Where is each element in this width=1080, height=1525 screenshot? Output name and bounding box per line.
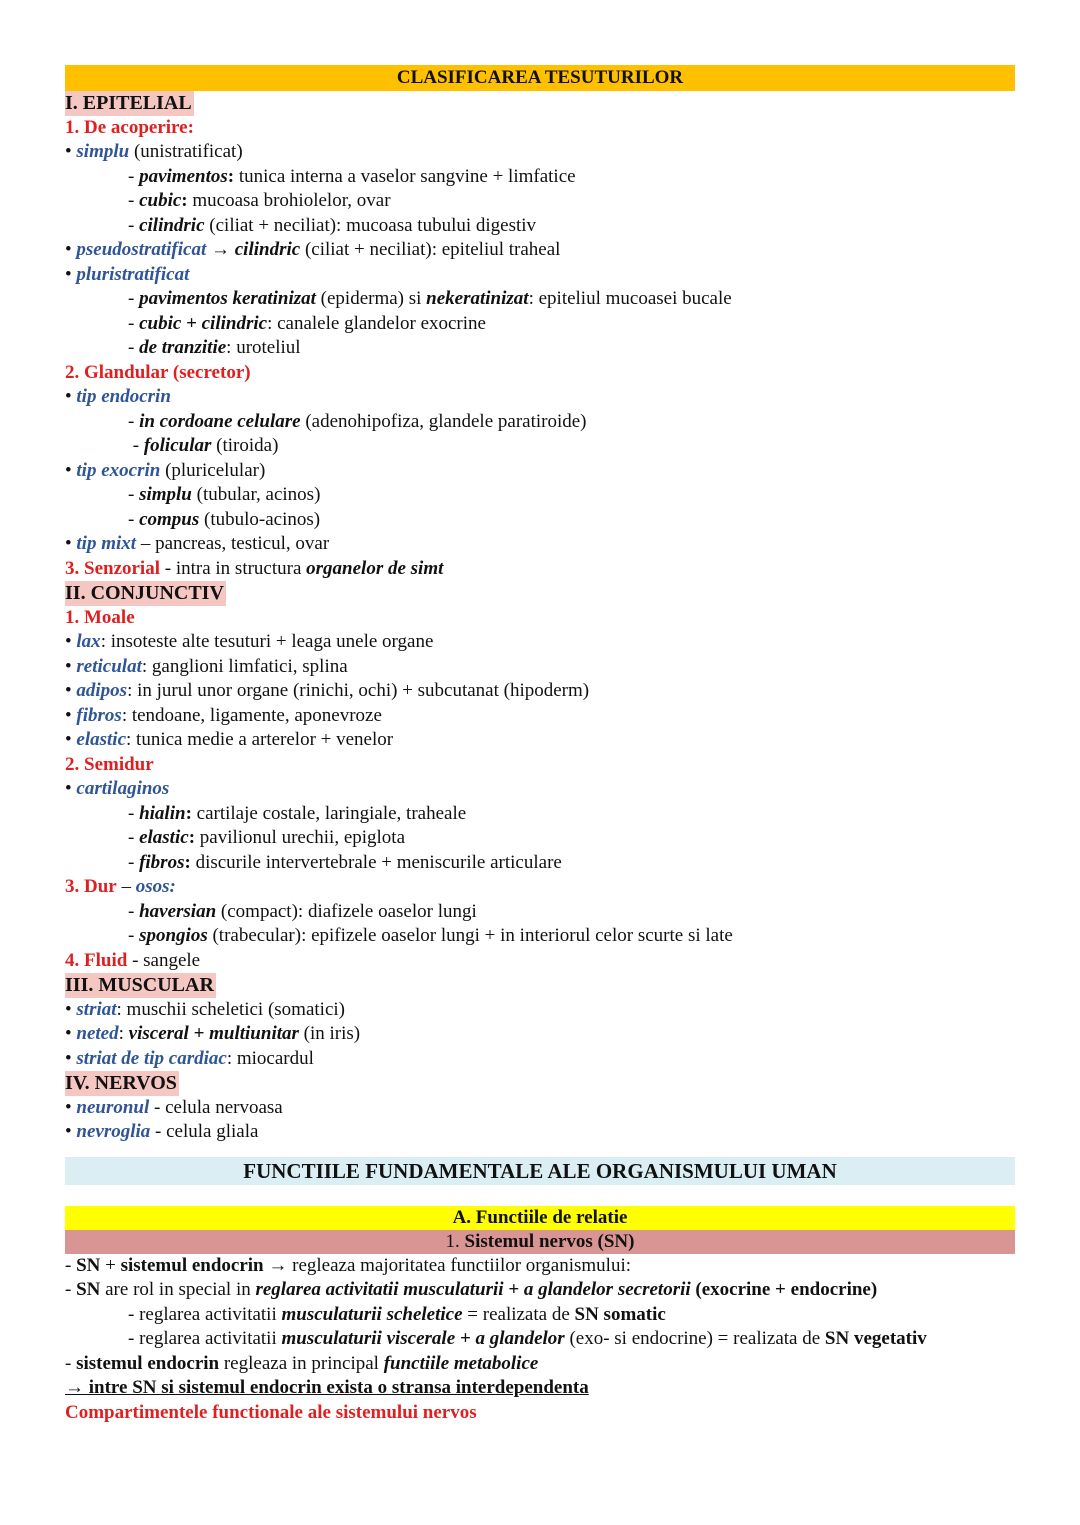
list-item: • reticulat: ganglioni limfatici, splina [65,655,348,677]
interdependence-line: → intre SN si sistemul endocrin exista o stransa interdependenta [65,1377,589,1398]
functii-banner: FUNCTIILE FUNDAMENTALE ALE ORGANISMULUI UMAN [65,1157,1015,1185]
list-item: • elastic: tunica medie a arterelor + venelor [65,729,394,750]
list-item: - folicular (tiroida) [128,435,279,456]
text-line: - sistemul endocrin regleaza in principal functiile metabolice [65,1352,539,1374]
text-line: - SN + sistemul endocrin → regleaza majoritatea functiilor organismului: [65,1254,632,1276]
list-item: - compus (tubulo-acinos) [128,508,321,530]
list-item: - cubic: mucoasa brohiolelor, ovar [128,190,391,211]
title-banner: CLASIFICAREA TESUTURILOR [65,65,1015,91]
list-item: - elastic: pavilionul urechii, epiglota [128,827,406,848]
section-heading-nervos: IV. NERVOS [65,1072,177,1094]
subheading-semidur: 2. Semidur [65,753,154,775]
list-item: • pseudostratificat → cilindric (ciliat + neciliat): epiteliul traheal [65,239,561,260]
list-item: - in cordoane celulare (adenohipofiza, glandele paratiroide) [128,410,587,432]
list-item: • neuronul - celula nervoasa [65,1096,283,1118]
list-item: • striat: muschii scheletici (somatici) [65,998,345,1020]
list-item: • tip mixt – pancreas, testicul, ovar [65,533,330,554]
subtitle-banner: A. Functiile de relatie [65,1206,1015,1230]
list-item: • tip endocrin [65,386,171,407]
section-heading-muscular: III. MUSCULAR [65,974,214,996]
document-page [65,65,1015,1425]
list-item: • nevroglia - celula gliala [65,1121,259,1142]
senzorial-line: 3. Senzorial - intra in structura organelor de simt [65,557,444,579]
text-line: - reglarea activitatii musculaturii scheletice = realizata de SN somatic [128,1303,666,1325]
text-line: - reglarea activitatii musculaturii viscerale + a glandelor (exo- si endocrine) = realizata de SN vegetativ [128,1328,927,1349]
list-item: • adipos: in jurul unor organe (rinichi, ochi) + subcutanat (hipoderm) [65,680,590,701]
list-item: - haversian (compact): diafizele oaselor lungi [128,900,477,922]
list-item: • pluristratificat [65,263,190,285]
list-item: • tip exocrin (pluricelular) [65,459,266,481]
list-item: • simplu (unistratificat) [65,141,243,162]
subheading-acoperire: 1. De acoperire: [65,116,194,138]
list-item: • neted: visceral + multiunitar (in iris) [65,1023,361,1044]
dur-line: 3. Dur – osos: [65,876,176,897]
subsection-banner: 1. Sistemul nervos (SN) [65,1230,1015,1254]
list-item: • striat de tip cardiac: miocardul [65,1047,314,1069]
section-heading-conjunctiv: II. CONJUNCTIV [65,582,224,604]
text-line: - SN are rol in special in reglarea activitatii musculaturii + a glandelor secretorii (exocrine + endocrine) [65,1279,878,1300]
list-item: • cartilaginos [65,778,170,799]
list-item: - pavimentos keratinizat (epiderma) si nekeratinizat: epiteliul mucoasei bucale [128,288,732,309]
list-item: - cubic + cilindric: canalele glandelor exocrine [128,312,486,334]
list-item: - pavimentos: tunica interna a vaselor sangvine + limfatice [128,165,576,187]
section-heading-epitelial: I. EPITELIAL [65,92,192,114]
list-item: - fibros: discurile intervertebrale + meniscurile articulare [128,851,562,873]
list-item: • lax: insoteste alte tesuturi + leaga unele organe [65,631,434,652]
subheading-moale: 1. Moale [65,606,135,628]
list-item: - cilindric (ciliat + neciliat): mucoasa tubului digestiv [128,214,537,236]
list-item: - spongios (trabecular): epifizele oaselor lungi + in interiorul celor scurte si late [128,925,733,946]
list-item: - simplu (tubular, acinos) [128,484,321,505]
list-item: • fibros: tendoane, ligamente, aponevroze [65,704,382,726]
list-item: - de tranzitie: uroteliul [128,337,301,358]
subheading-glandular: 2. Glandular (secretor) [65,361,251,383]
fluid-line: 4. Fluid - sangele [65,949,201,971]
list-item: - hialin: cartilaje costale, laringiale, traheale [128,802,467,824]
compartimente-heading: Compartimentele functionale ale sistemului nervos [65,1401,477,1423]
